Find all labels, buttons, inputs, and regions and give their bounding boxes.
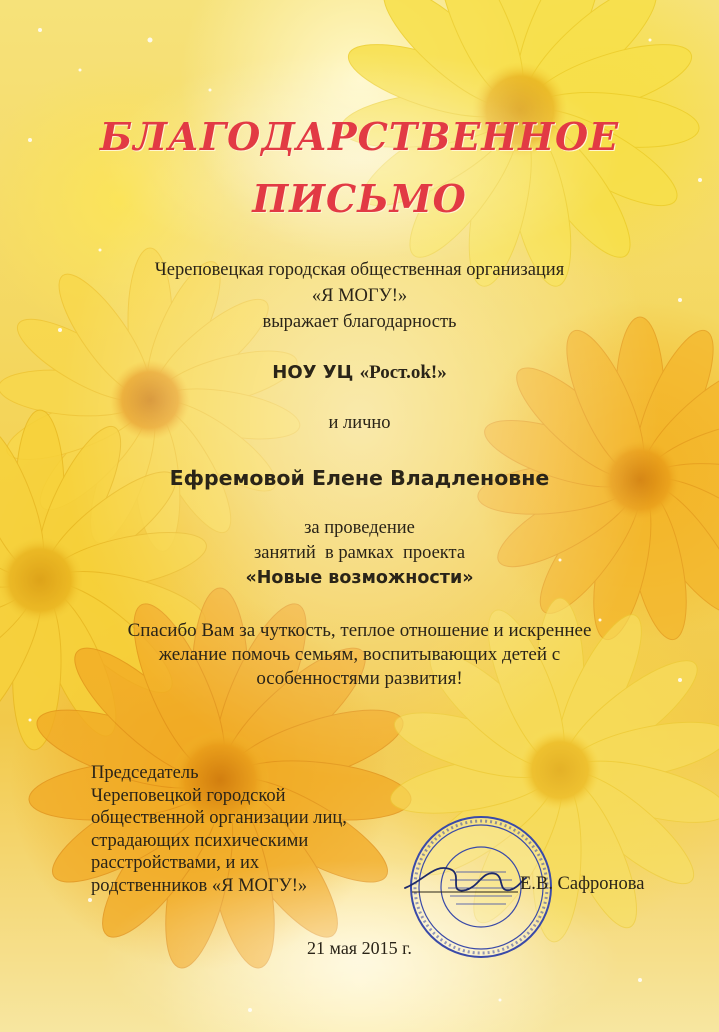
and-personally: и лично: [328, 413, 391, 433]
for-conducting: за проведение: [304, 518, 415, 538]
signatory-line: расстройствами, и их: [91, 853, 260, 873]
org-line: Череповецкая городская общественная организация: [154, 260, 565, 280]
signatory-line: страдающих психическими: [91, 830, 309, 851]
handwritten-signature: [400, 850, 530, 910]
org-name: «Я МОГУ!»: [311, 286, 408, 306]
classes-line: занятий в рамках проекта: [253, 543, 466, 563]
signatory-line: родственников «Я МОГУ!»: [91, 875, 308, 896]
recipient-name: Ефремовой Елене Владленовне: [169, 466, 550, 490]
institution-line: [0, 362, 719, 384]
institution-name: «Рост.ok!»: [359, 362, 447, 383]
title-line-1: БЛАГОДАРСТВЕННОЕ: [99, 114, 620, 159]
document-date: 21 мая 2015 г.: [307, 938, 412, 958]
thanks-line-2: желание помочь семьям, воспитывающих детей с: [158, 644, 561, 665]
signatory-line: Председатель: [91, 763, 199, 783]
title-line-2: ПИСЬМО: [252, 176, 467, 221]
thanks-line-3: особенностями развития!: [256, 668, 463, 689]
institution-prefix: НОУ УЦ: [272, 362, 360, 383]
signatory-line: Череповецкой городской: [91, 785, 286, 806]
expresses-line: выражает благодарность: [262, 312, 457, 332]
thanks-line-1: Спасибо Вам за чуткость, теплое отношение и искреннее: [127, 620, 592, 641]
signatory-line: общественной организации лиц,: [91, 808, 347, 828]
signatory-name: Е.В. Сафронова: [520, 874, 645, 894]
signatory-title: [91, 762, 347, 897]
project-name: «Новые возможности»: [245, 568, 474, 588]
